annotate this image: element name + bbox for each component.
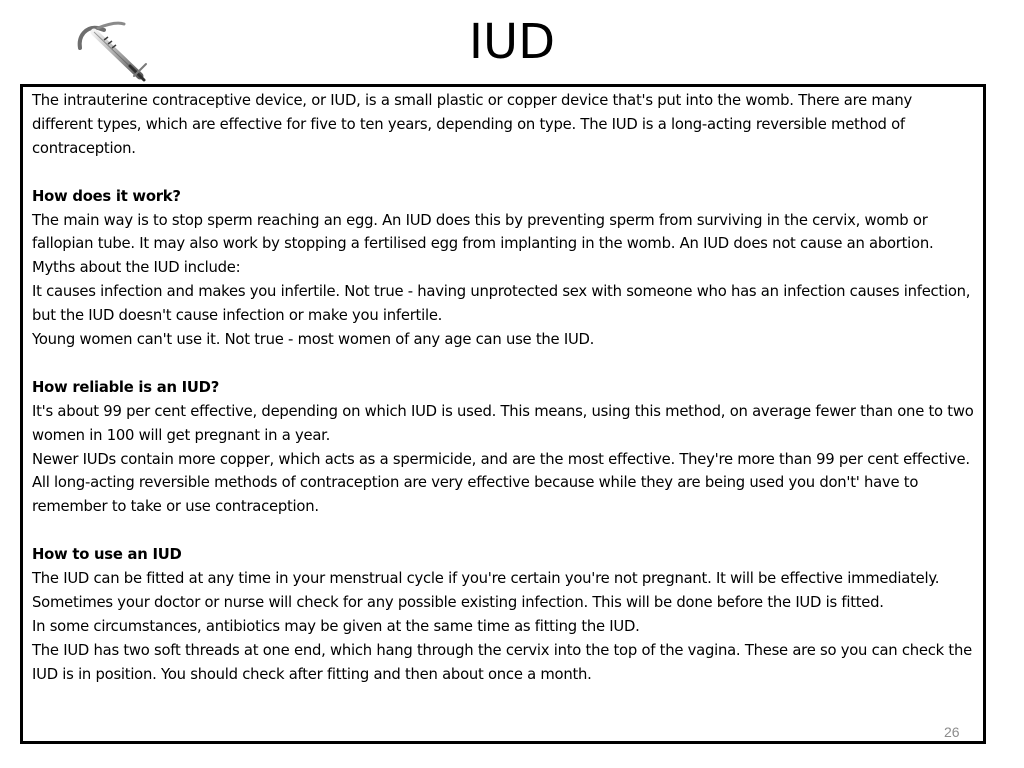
slide-title: IUD [468,14,556,70]
antibiotics-paragraph: In some circumstances, antibiotics may be given at the same time as fitting the IUD. [32,617,640,635]
section-heading-how-to-use: How to use an IUD [32,546,182,564]
myth-young-women-paragraph: Young women can't use it. Not true - most women of any age can use the IUD. [32,331,595,349]
threads-paragraph: The IUD has two soft threads at one end, which hang through the cervix into the top of the vagina. These are so you can check the IUD is in position. You should check after fitting and then about once a month. [32,641,972,683]
section-heading-reliability: How reliable is an IUD? [32,378,220,396]
how-it-works-paragraph: The main way is to stop sperm reaching an egg. An IUD does this by preventing sperm from surviving in the cervix, womb or fallopian tube. It may also work by stopping a fertilised egg from implanting in the womb. An IUD does not cause an abortion. [32,211,934,253]
intro-paragraph: The intrauterine contraceptive device, or IUD, is a small plastic or copper device that's put into the womb. There are many different types, which are effective for five to ten years, depending on type. The IUD is a long-acting reversible method of contraception. [32,92,913,157]
section-heading-how-it-works: How does it work? [32,187,181,205]
paragraph-spacer [32,352,974,376]
paragraph-spacer [32,161,974,185]
paragraph-spacer [32,519,974,543]
newer-iuds-paragraph: Newer IUDs contain more copper, which acts as a spermicide, and are the most effective. They're more than 99 per cent effective. All long-acting reversible methods of contraception are very effective because while they are being used you don't' have to remember to take or use contraception. [32,450,970,516]
myths-intro: Myths about the IUD include: [32,259,241,277]
myth-infection-paragraph: It causes infection and makes you infertile. Not true - having unprotected sex with someone who has an infection causes infection, but the IUD doesn't cause infection or make you infertile. [32,283,971,325]
fitting-paragraph: The IUD can be fitted at any time in your menstrual cycle if you're certain you're not pregnant. It will be effective immediately. Sometimes your doctor or nurse will check for any possible existing infection. This will be done before the IUD is fitted. [32,570,940,611]
content-box [20,84,986,744]
reliability-paragraph: It's about 99 per cent effective, depending on which IUD is used. This means, using this method, on average fewer than one to two women in 100 will get pregnant in a year. [32,402,974,444]
page-number: 26 [944,724,960,740]
